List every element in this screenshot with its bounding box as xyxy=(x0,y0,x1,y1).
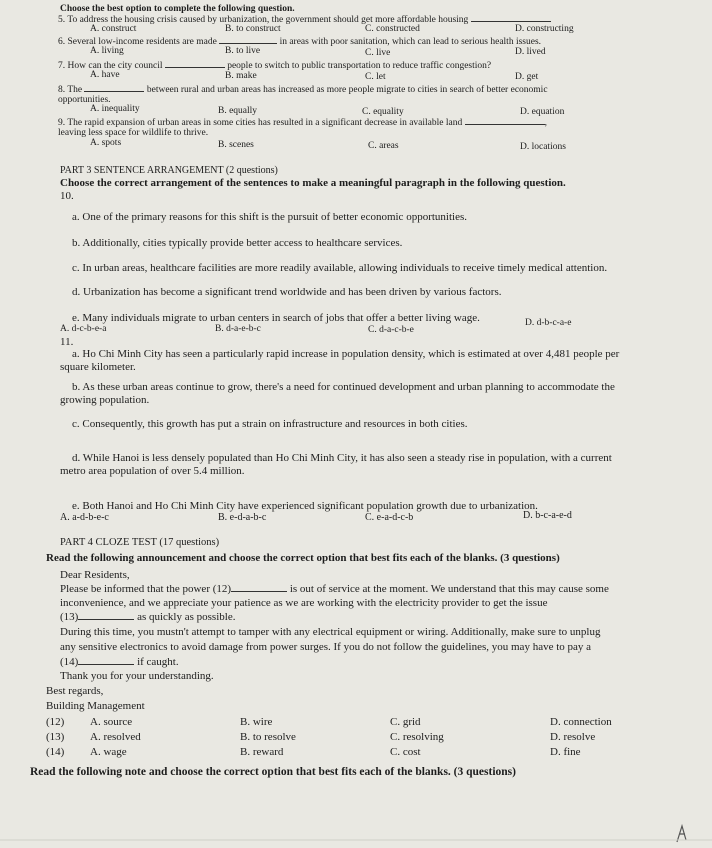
q10-sentence-d: d. Urbanization has become a significant trend worldwide and has been driven by various factors. xyxy=(72,286,502,298)
letter-greeting: Dear Residents, xyxy=(60,569,130,581)
q10-sentence-c: c. In urban areas, healthcare facilities are more readily available, allowing individuals to receive timely medical attention. xyxy=(72,262,608,274)
q7-stem: 7. How can the city council people to switch to public transportation to reduce traffic congestion? xyxy=(58,61,492,71)
q5-option-c[interactable]: C. constructed xyxy=(365,24,420,34)
q8-option-c[interactable]: C. equality xyxy=(362,107,404,117)
q13-number: (13) xyxy=(46,731,65,743)
q11-sentence-b-cont: growing population. xyxy=(60,394,150,406)
q9-stem-cont: leaving less space for wildlife to thrive. xyxy=(58,128,209,138)
q12-number: (12) xyxy=(46,716,65,728)
q5-option-d[interactable]: D. constructing xyxy=(515,24,574,34)
letter-regards: Best regards, xyxy=(46,685,104,697)
letter-line-2: inconvenience, and we appreciate your patience as we are working with the electricity provider to get the issue xyxy=(60,597,548,609)
q14-option-a[interactable]: A. wage xyxy=(90,746,127,758)
q11-number: 11. xyxy=(60,336,74,348)
q8-option-b[interactable]: B. equally xyxy=(218,106,258,116)
q9-option-b[interactable]: B. scenes xyxy=(218,140,254,150)
q14-option-c[interactable]: C. cost xyxy=(390,746,421,758)
q8-option-d[interactable]: D. equation xyxy=(520,107,565,117)
q12-option-a[interactable]: A. source xyxy=(90,716,133,728)
q11-sentence-d-cont: metro area population of over 5.4 million. xyxy=(60,465,245,477)
q13-option-d[interactable]: D. resolve xyxy=(550,731,596,743)
q14-number: (14) xyxy=(46,746,65,758)
q6-stem: 6. Several low-income residents are made in areas with poor sanitation, which can lead to serious health issues. xyxy=(58,37,542,47)
q9-option-a[interactable]: A. spots xyxy=(90,138,122,148)
q10-option-a[interactable]: A. d-c-b-e-a xyxy=(60,324,107,334)
q10-option-b[interactable]: B. d-a-e-b-c xyxy=(215,324,261,334)
q7-option-d[interactable]: D. get xyxy=(515,72,539,82)
q11-sentence-e: e. Both Hanoi and Ho Chi Minh City have experienced significant population growth due to urbanization. xyxy=(72,500,538,512)
q11-sentence-a: a. Ho Chi Minh City has seen a particularly rapid increase in population density, which is estimated at over 4,481 people per xyxy=(72,348,620,360)
q11-sentence-a-cont: square kilometer. xyxy=(60,361,136,373)
q11-sentence-c: c. Consequently, this growth has put a strain on infrastructure and resources in both cities. xyxy=(72,418,468,430)
q5-option-b[interactable]: B. to construct xyxy=(225,24,281,34)
q10-option-c[interactable]: C. d-a-c-b-e xyxy=(368,325,414,335)
q6-option-b[interactable]: B. to live xyxy=(225,46,261,56)
letter-line-1: Please be informed that the power (12) is out of service at the moment. We understand that this may cause some xyxy=(60,583,609,595)
q8-stem: 8. The between rural and urban areas has increased as more people migrate to cities in search of better economic xyxy=(58,85,548,95)
q14-option-b[interactable]: B. reward xyxy=(240,746,284,758)
letter-line-4: During this time, you mustn't attempt to tamper with any electrical equipment or wiring. Additionally, make sure to unplug xyxy=(60,626,601,638)
part3-instruction: Choose the correct arrangement of the sentences to make a meaningful paragraph in the following question. xyxy=(60,177,566,189)
q6-option-c[interactable]: C. live xyxy=(365,48,391,58)
q10-option-d[interactable]: D. d-b-c-a-e xyxy=(525,318,572,328)
next-section-instruction: Read the following note and choose the correct option that best fits each of the blanks. (3 questions) xyxy=(30,766,516,778)
q7-option-b[interactable]: B. make xyxy=(225,71,257,81)
q11-option-d[interactable]: D. b-c-a-e-d xyxy=(523,510,572,521)
part4-instruction: Read the following announcement and choose the correct option that best fits each of the blanks. (3 questions) xyxy=(46,552,560,564)
letter-line-3: (13) as quickly as possible. xyxy=(60,611,236,623)
letter-line-5: any sensitive electronics to avoid damage from power surges. If you do not follow the guidelines, you may have to pay a xyxy=(60,641,592,653)
q14-option-d[interactable]: D. fine xyxy=(550,746,581,758)
q11-sentence-d: d. While Hanoi is less densely populated than Ho Chi Minh City, it has also seen a steady rise in population, with a current xyxy=(72,452,612,464)
q10-number: 10. xyxy=(60,190,74,202)
q10-sentence-b: b. Additionally, cities typically provide better access to healthcare services. xyxy=(72,237,403,249)
letter-thanks: Thank you for your understanding. xyxy=(60,670,214,682)
q13-option-a[interactable]: A. resolved xyxy=(90,731,141,743)
part4-title: PART 4 CLOZE TEST (17 questions) xyxy=(60,537,220,548)
q9-option-d[interactable]: D. locations xyxy=(520,142,566,152)
q11-option-c[interactable]: C. e-a-d-c-b xyxy=(365,512,414,523)
q12-option-c[interactable]: C. grid xyxy=(390,716,421,728)
q6-option-d[interactable]: D. lived xyxy=(515,47,546,57)
q9-option-c[interactable]: C. areas xyxy=(368,141,399,151)
part3-title: PART 3 SENTENCE ARRANGEMENT (2 questions) xyxy=(60,165,278,176)
page-edge-line xyxy=(0,836,712,848)
q8-option-a[interactable]: A. inequality xyxy=(90,104,140,114)
q8-stem-cont: opportunities. xyxy=(58,95,111,105)
q6-option-a[interactable]: A. living xyxy=(90,46,124,56)
q12-option-d[interactable]: D. connection xyxy=(550,716,612,728)
q9-stem: 9. The rapid expansion of urban areas in some cities has resulted in a significant decrease in available land , xyxy=(58,118,547,128)
letter-line-6: (14) if caught. xyxy=(60,656,179,668)
q5-option-a[interactable]: A. construct xyxy=(90,24,137,34)
letter-signature: Building Management xyxy=(46,700,145,712)
q13-option-c[interactable]: C. resolving xyxy=(390,731,444,743)
q11-sentence-b: b. As these urban areas continue to grow, there's a need for continued development and urban planning to accommodate the xyxy=(72,381,615,393)
q10-sentence-a: a. One of the primary reasons for this shift is the pursuit of better economic opportunities. xyxy=(72,211,467,223)
q7-option-c[interactable]: C. let xyxy=(365,72,386,82)
q11-option-a[interactable]: A. a-d-b-e-c xyxy=(60,512,109,523)
q7-option-a[interactable]: A. have xyxy=(90,70,120,80)
q13-option-b[interactable]: B. to resolve xyxy=(240,731,296,743)
q5-stem: 5. To address the housing crisis caused by urbanization, the government should get more affordable housing xyxy=(58,13,551,26)
q12-option-b[interactable]: B. wire xyxy=(240,716,273,728)
q10-sentence-e: e. Many individuals migrate to urban centers in search of jobs that offer a better living wage. xyxy=(72,312,480,324)
part2-instruction: Choose the best option to complete the following question. xyxy=(60,4,295,14)
q11-option-b[interactable]: B. e-d-a-b-c xyxy=(218,512,267,523)
